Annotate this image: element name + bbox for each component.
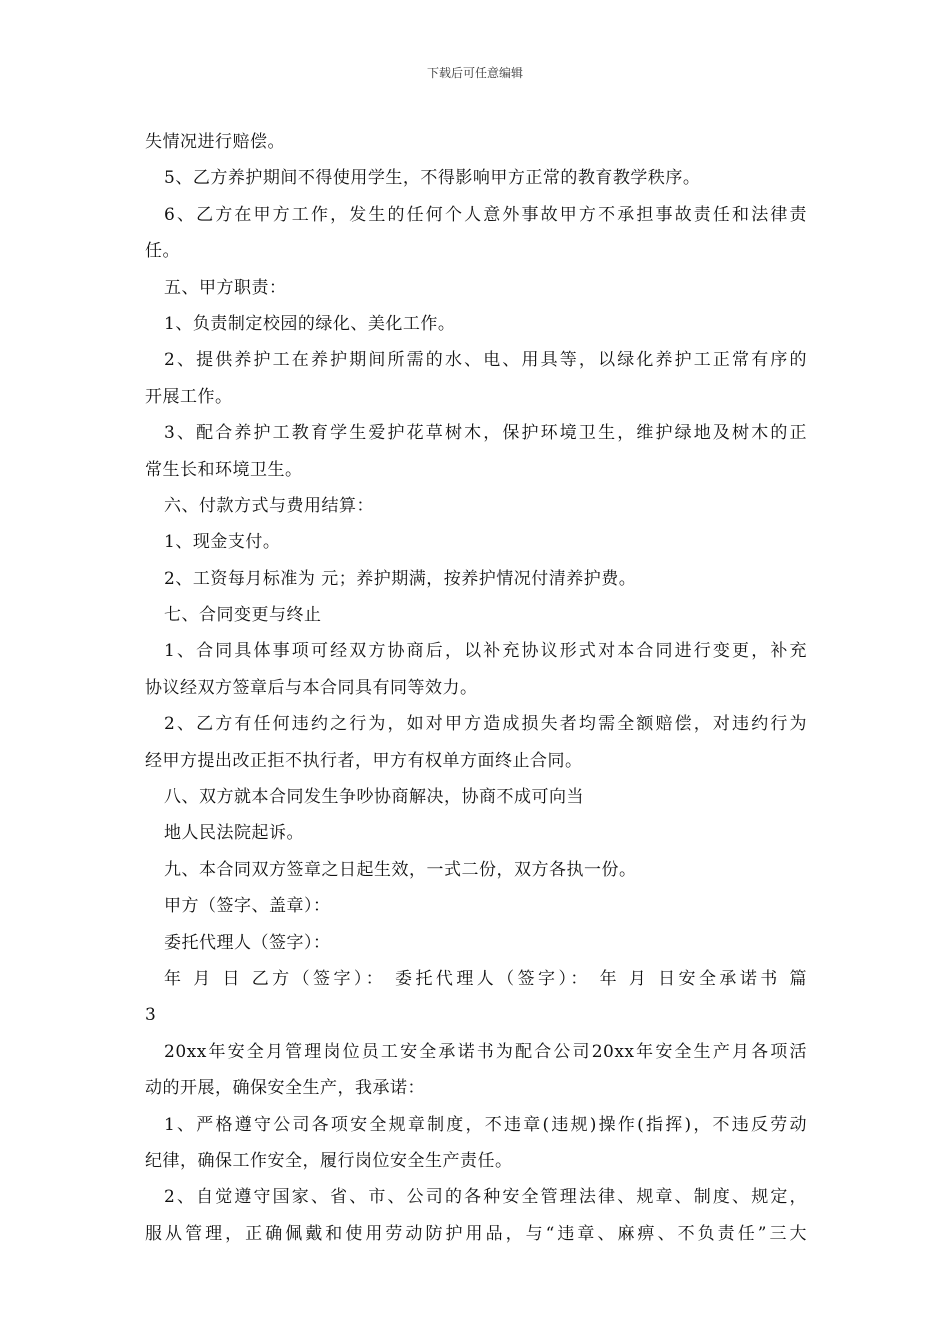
text-line: 1、现金支付。 — [164, 532, 281, 553]
text-line: 1、严格遵守公司各项安全规章制度，不违章(违规)操作(指挥)，不违反劳动 — [164, 1114, 807, 1135]
text-line: 5、乙方养护期间不得使用学生，不得影响甲方正常的教育教学秩序。 — [164, 168, 701, 189]
text-line: 动的开展，确保安全生产，我承诺： — [145, 1078, 425, 1099]
text-line: 2、工资每月标准为 元；养护期满，按养护情况付清养护费。 — [164, 568, 637, 589]
text-line: 2、乙方有任何违约之行为，如对甲方造成损失者均需全额赔偿，对违约行为 — [164, 714, 807, 735]
section-heading: 九、本合同双方签章之日起生效，一式二份，双方各执一份。 — [164, 859, 637, 880]
section-heading: 六、付款方式与费用结算： — [164, 495, 374, 516]
page-header: 下载后可任意编辑 — [426, 66, 523, 80]
text-line: 任。 — [145, 241, 180, 262]
text-line: 2、自觉遵守国家、省、市、公司的各种安全管理法律、规章、制度、规定， — [164, 1187, 807, 1208]
text-line: 失情况进行赔偿。 — [145, 132, 285, 152]
text-line: 6、乙方在甲方工作，发生的任何个人意外事故甲方不承担事故责任和法律责 — [164, 204, 807, 225]
section-heading: 五、甲方职责： — [164, 277, 287, 298]
text-line: 2、提供养护工在养护期间所需的水、电、用具等，以绿化养护工正常有序的 — [164, 350, 807, 371]
text-line: 服从管理，正确佩戴和使用劳动防护用品，与“违章、麻痹、不负责任”三大 — [145, 1223, 807, 1244]
text-line: 1、合同具体事项可经双方协商后，以补充协议形式对本合同进行变更，补充 — [164, 641, 807, 662]
signature-line: 甲方（签字、盖章）： — [164, 896, 331, 917]
document-body — [145, 124, 807, 1252]
text-line: 地人民法院起诉。 — [164, 823, 304, 844]
text-line: 3 — [145, 1005, 157, 1026]
section-heading: 七、合同变更与终止 — [164, 605, 322, 626]
text-line: 协议经双方签章后与本合同具有同等效力。 — [145, 677, 478, 698]
text-line: 纪律，确保工作安全，履行岗位安全生产责任。 — [145, 1150, 513, 1171]
section-heading: 八、双方就本合同发生争吵协商解决，协商不成可向当 — [164, 787, 584, 808]
signature-line: 委托代理人（签字）： — [164, 932, 331, 953]
text-line: 1、负责制定校园的绿化、美化工作。 — [164, 313, 456, 334]
text-line: 3、配合养护工教育学生爱护花草树木，保护环境卫生，维护绿地及树木的正 — [164, 423, 807, 444]
signature-line: 年 月 日 乙方（签字）： 委托代理人（签字）： 年 月 日安全承诺书 篇 — [164, 968, 807, 989]
text-line: 开展工作。 — [145, 386, 233, 407]
text-line: 经甲方提出改正拒不执行者，甲方有权单方面终止合同。 — [145, 750, 583, 771]
text-line: 20xx年安全月管理岗位员工安全承诺书为配合公司20xx年安全生产月各项活 — [164, 1041, 807, 1062]
text-line: 常生长和环境卫生。 — [145, 459, 303, 480]
